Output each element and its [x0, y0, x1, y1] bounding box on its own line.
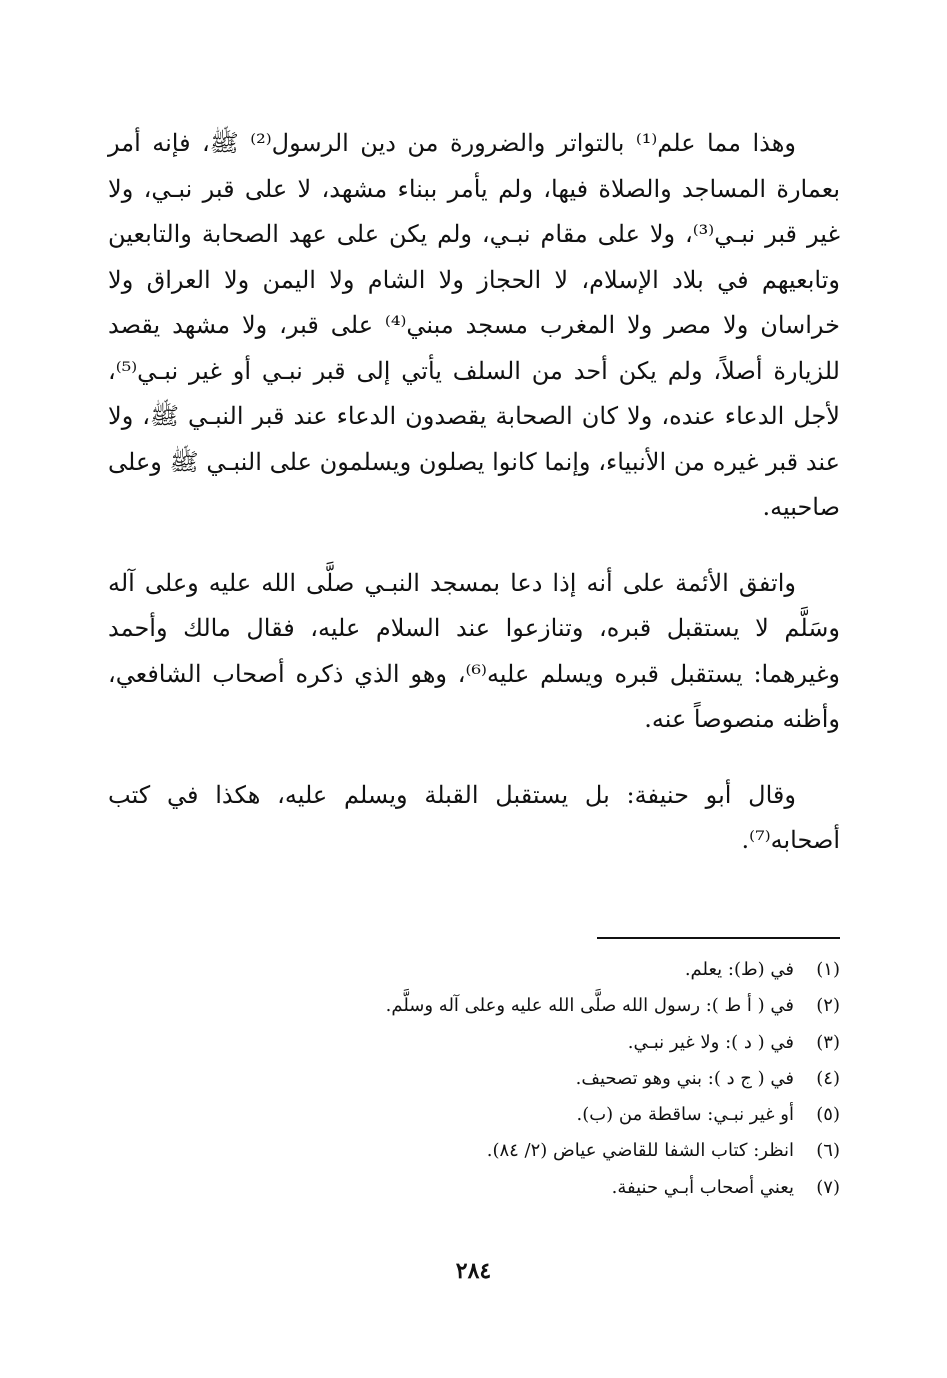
footnotes — [300, 952, 840, 1206]
paragraph-1: وهذا مما علم⁽¹⁾ بالتواتر والضرورة من دين الرسول⁽²⁾ ﷺ، فإنه أمر بعمارة المساجد والصلاة فيها، ولم يأمر ببناء مشهد، لا على قبر نبـي، ولا غير قبر نبـي⁽³⁾، ولا على مقام نبـي، ولم يكن على عهد الصحابة والتابعين وتابعيهم في بلاد الإسلام، لا الحجاز ولا الشام ولا اليمن ولا العراق ولا خراسان ولا مصر ولا المغرب مسجد مبني⁽⁴⁾ على قبر، ولا مشهد يقصد للزيارة أصلاً، ولم يكن أحد من السلف يأتي إلى قبر نبـي أو غير نبـي⁽⁵⁾، لأجل الدعاء عنده، ولا كان الصحابة يقصدون الدعاء عند قبر النبـي ﷺ، ولا عند قبر غيره من الأنبياء، وإنما كانوا يصلون ويسلمون على النبـي ﷺ وعلى صاحبيه. — [108, 129, 840, 521]
footnote-1 — [300, 952, 840, 988]
footnote-text: في ( ج د ): بني وهو تصحيف. — [575, 1067, 794, 1089]
footnote-3 — [300, 1025, 840, 1061]
footnote-text: أو غير نبـي: ساقطة من (ب). — [576, 1104, 794, 1126]
footnote-number: (٢) — [816, 995, 840, 1017]
page-number: ٢٨٤ — [455, 1258, 492, 1284]
footnote-6 — [300, 1133, 840, 1169]
footnote-text: يعني أصحاب أبـي حنيفة. — [611, 1176, 794, 1198]
footnote-text: في (ط): يعلم. — [684, 959, 794, 980]
footnote-number: (٧) — [816, 1176, 840, 1198]
footnote-number: (١) — [816, 959, 840, 980]
footnote-5 — [300, 1097, 840, 1133]
footnote-text: في ( د ): ولا غير نبـي. — [627, 1031, 794, 1053]
paragraph-2: واتفق الأئمة على أنه إذا دعا بمسجد النبـي صلَّى الله عليه وعلى آله وسَلَّم لا يستقبل قبره، وتنازعوا عند السلام عليه، فقال مالك وأحمد وغيرهما: يستقبل قبره ويسلم عليه⁽⁶⁾، وهو الذي ذكره أصحاب الشافعي، وأظنه منصوصاً عنه. — [108, 568, 841, 733]
paragraph-3: وقال أبو حنيفة: بل يستقبل القبلة ويسلم عليه، هكذا في كتب أصحابه⁽⁷⁾. — [108, 780, 840, 854]
main-text — [108, 121, 840, 864]
footnote-text: في ( أ ط ): رسول الله صلَّى الله عليه وعلى آله وسلَّم. — [385, 995, 794, 1017]
footnote-4 — [300, 1061, 840, 1097]
footnote-separator — [597, 937, 840, 939]
footnote-number: (٦) — [816, 1140, 840, 1162]
footnote-2 — [300, 988, 840, 1024]
footnote-number: (٣) — [816, 1031, 840, 1053]
footnote-number: (٤) — [816, 1067, 840, 1089]
footnote-7 — [300, 1170, 840, 1206]
footnote-text: انظر: كتاب الشفا للقاضي عياض (٢/ ٨٤). — [486, 1140, 794, 1162]
footnote-number: (٥) — [816, 1104, 840, 1126]
